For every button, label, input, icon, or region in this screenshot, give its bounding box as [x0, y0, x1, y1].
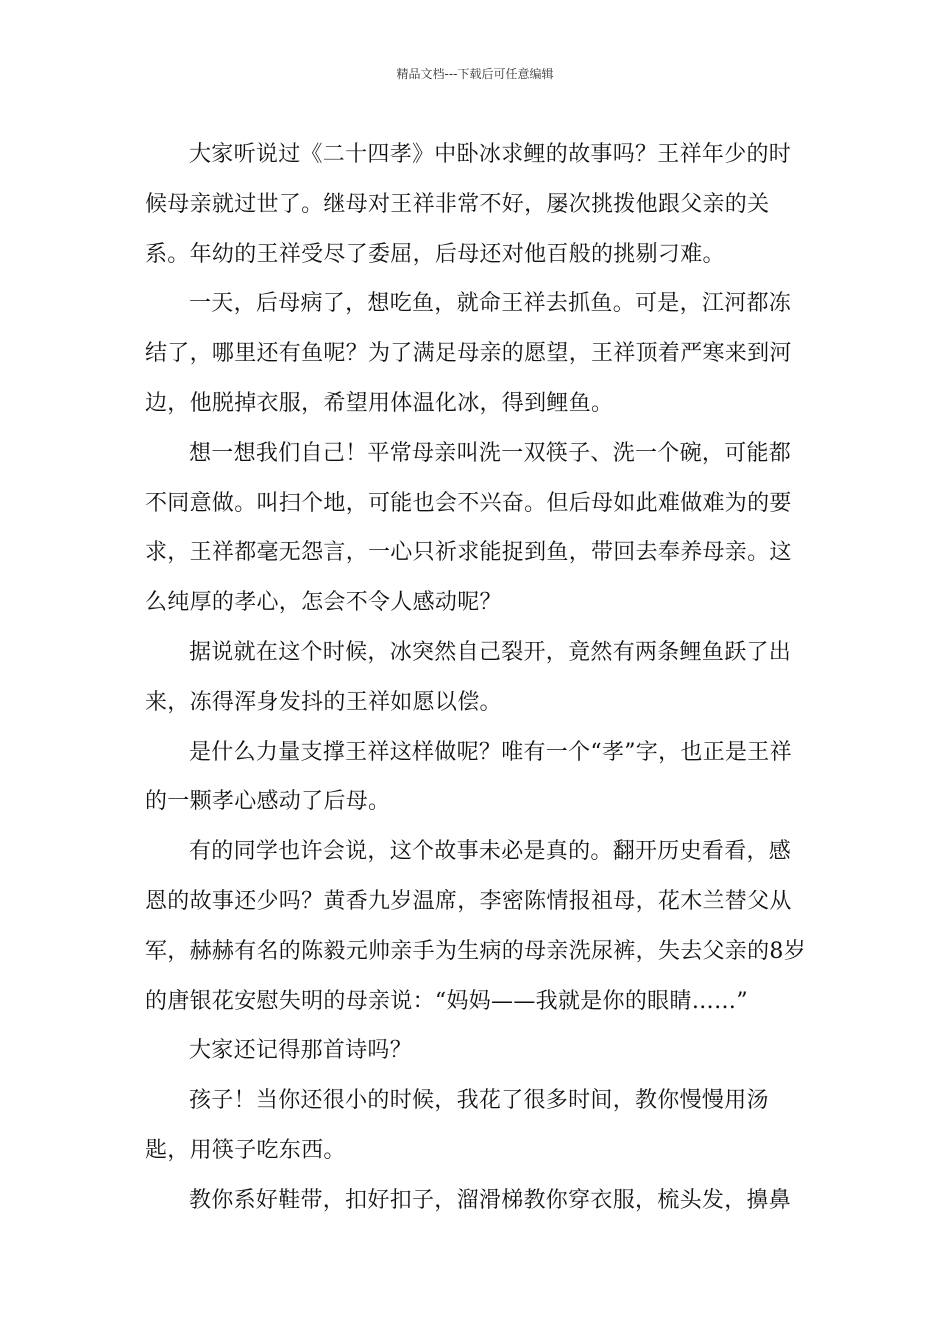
paragraph: 大家听说过《二十四孝》中卧冰求鲤的故事吗？王祥年少的时候母亲就过世了。继母对王祥非常不好，屡次挑拨他跟父亲的关系。年幼的王祥受尽了委屈，后母还对他百般的挑剔刁难。 — [145, 142, 792, 267]
paragraph: 想一想我们自己！平常母亲叫洗一双筷子、洗一个碗，可能都不同意做。叫扫个地，可能也会不兴奋。但后母如此难做难为的要求，王祥都毫无怨言，一心只祈求能捉到鱼，带回去奉养母亲。这么纯厚的孝心，怎会不令人感动呢？ — [145, 440, 792, 616]
paragraph: 孩子！当你还很小的时候，我花了很多时间，教你慢慢用汤匙，用筷子吃东西。 — [145, 1088, 769, 1163]
paragraph: 有的同学也许会说，这个故事未必是真的。翻开历史看看，感恩的故事还少吗？黄香九岁温席，李密陈情报祖母，花木兰替父从军，赫赫有名的陈毅元帅亲手为生病的母亲洗尿裤，失去父亲的8岁的唐银花安慰失明的母亲说：“妈妈——我就是你的眼睛……” — [145, 839, 806, 1014]
paragraph: 是什么力量支撑王祥这样做呢？唯有一个“孝”字，也正是王祥的一颗孝心感动了后母。 — [145, 739, 792, 815]
article-body — [145, 130, 810, 1226]
paragraph: 大家还记得那首诗吗？ — [189, 1038, 413, 1064]
paragraph: 一天，后母病了，想吃鱼，就命王祥去抓鱼。可是，江河都冻结了，哪里还有鱼呢？为了满足母亲的愿望，王祥顶着严寒来到河边，他脱掉衣服，希望用体温化冰，得到鲤鱼。 — [145, 291, 792, 416]
page-header-watermark: 精品文档---下载后可任意编辑 — [396, 67, 554, 81]
paragraph: 据说就在这个时候，冰突然自己裂开，竟然有两条鲤鱼跃了出来，冻得浑身发抖的王祥如愿以偿。 — [145, 639, 792, 715]
paragraph: 教你系好鞋带，扣好扣子，溜滑梯教你穿衣服，梳头发，擤鼻 — [189, 1187, 792, 1213]
